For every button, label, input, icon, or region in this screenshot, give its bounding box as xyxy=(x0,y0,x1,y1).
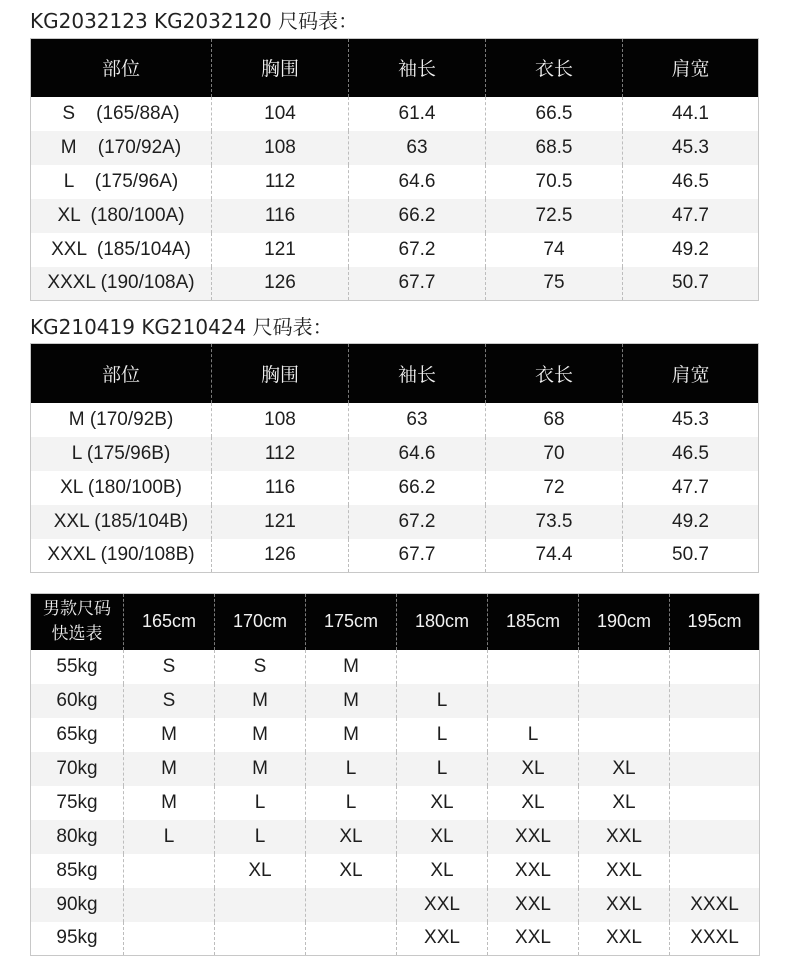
size-cell: XL xyxy=(579,786,670,820)
quick-size-selector-table xyxy=(30,593,760,956)
size-cell: M xyxy=(124,752,215,786)
table-cell: 67.7 xyxy=(349,539,486,573)
header-row xyxy=(31,594,760,650)
size-cell: S xyxy=(215,650,306,684)
size-cell: M xyxy=(306,650,397,684)
table-cell: 121 xyxy=(212,233,349,267)
size-cell: L xyxy=(488,718,579,752)
table-cell: L (175/96A) xyxy=(31,165,212,199)
table-cell: 47.7 xyxy=(623,471,759,505)
height-header-cell: 180cm xyxy=(397,594,488,650)
size-cell xyxy=(670,650,760,684)
table-cell: 50.7 xyxy=(623,267,759,301)
weight-cell: 55kg xyxy=(31,650,124,684)
table-row xyxy=(31,403,759,437)
size-cell: L xyxy=(397,718,488,752)
height-header-cell: 165cm xyxy=(124,594,215,650)
table-row xyxy=(31,922,760,956)
table-cell: 108 xyxy=(212,131,349,165)
size-cell xyxy=(488,650,579,684)
table-row xyxy=(31,752,760,786)
table-row xyxy=(31,233,759,267)
table-row xyxy=(31,199,759,233)
table-header xyxy=(31,344,759,403)
table-row xyxy=(31,718,760,752)
height-header-cell: 190cm xyxy=(579,594,670,650)
table-cell: 70.5 xyxy=(486,165,623,199)
table-row xyxy=(31,471,759,505)
weight-cell: 65kg xyxy=(31,718,124,752)
table-row xyxy=(31,437,759,471)
size-cell xyxy=(215,922,306,956)
size-cell xyxy=(306,922,397,956)
table-cell: 63 xyxy=(349,131,486,165)
table-cell: 72.5 xyxy=(486,199,623,233)
table-body xyxy=(31,97,759,301)
height-header-cell: 195cm xyxy=(670,594,760,650)
size-cell: XXL xyxy=(488,922,579,956)
size-cell: S xyxy=(124,650,215,684)
size-cell xyxy=(579,684,670,718)
header-cell: 衣长 xyxy=(486,344,623,403)
table-cell: 45.3 xyxy=(623,131,759,165)
size-cell: XXL xyxy=(579,854,670,888)
table-cell: 66.2 xyxy=(349,199,486,233)
table-row xyxy=(31,820,760,854)
header-cell: 胸围 xyxy=(212,39,349,97)
size-cell: XXL xyxy=(488,820,579,854)
header-cell: 部位 xyxy=(31,39,212,97)
size-cell: XL xyxy=(397,854,488,888)
size-cell: M xyxy=(306,684,397,718)
weight-cell: 70kg xyxy=(31,752,124,786)
table-cell: 116 xyxy=(212,199,349,233)
size-cell: XL xyxy=(579,752,670,786)
table-row xyxy=(31,267,759,301)
size-cell: XXXL xyxy=(670,922,760,956)
size-chart-table-2 xyxy=(30,343,759,573)
table-cell: 126 xyxy=(212,267,349,301)
weight-cell: 85kg xyxy=(31,854,124,888)
size-cell xyxy=(670,820,760,854)
size-cell: XXL xyxy=(488,888,579,922)
header-cell: 胸围 xyxy=(212,344,349,403)
table-cell: 67.2 xyxy=(349,505,486,539)
size-cell xyxy=(124,922,215,956)
table-cell: 104 xyxy=(212,97,349,131)
size-cell: XXL xyxy=(397,922,488,956)
table-cell: 67.2 xyxy=(349,233,486,267)
size-cell: L xyxy=(397,684,488,718)
size-cell: XL xyxy=(488,786,579,820)
table-body xyxy=(31,650,760,956)
header-row xyxy=(31,344,759,403)
header-cell: 部位 xyxy=(31,344,212,403)
size-cell: XL xyxy=(488,752,579,786)
table-cell: 67.7 xyxy=(349,267,486,301)
size-cell: L xyxy=(306,786,397,820)
size-cell: XL xyxy=(306,854,397,888)
corner-label-line-2: 快选表 xyxy=(51,623,103,644)
header-cell: 袖长 xyxy=(349,344,486,403)
size-cell: M xyxy=(306,718,397,752)
table-cell: 49.2 xyxy=(623,233,759,267)
weight-cell: 80kg xyxy=(31,820,124,854)
height-header-cell: 170cm xyxy=(215,594,306,650)
table-cell: 112 xyxy=(212,165,349,199)
table-cell: 49.2 xyxy=(623,505,759,539)
table-cell: 64.6 xyxy=(349,437,486,471)
table-row xyxy=(31,97,759,131)
table-row xyxy=(31,888,760,922)
table-header xyxy=(31,594,760,650)
table-cell: 75 xyxy=(486,267,623,301)
table-header xyxy=(31,39,759,97)
size-chart-title-2: KG210419 KG210424 尺码表： xyxy=(30,315,333,339)
table-cell: 116 xyxy=(212,471,349,505)
size-cell xyxy=(124,888,215,922)
size-cell: XXXL xyxy=(670,888,760,922)
size-cell: L xyxy=(124,820,215,854)
size-cell: XL xyxy=(397,820,488,854)
size-cell xyxy=(670,854,760,888)
table-cell: 66.5 xyxy=(486,97,623,131)
table-cell: 73.5 xyxy=(486,505,623,539)
size-cell xyxy=(579,718,670,752)
corner-header-cell xyxy=(31,594,124,650)
size-cell: L xyxy=(215,820,306,854)
table-cell: L (175/96B) xyxy=(31,437,212,471)
table-cell: 63 xyxy=(349,403,486,437)
size-cell: M xyxy=(215,684,306,718)
table-cell: XXL (185/104A) xyxy=(31,233,212,267)
table-cell: 46.5 xyxy=(623,165,759,199)
header-cell: 衣长 xyxy=(486,39,623,97)
table-cell: XXXL (190/108A) xyxy=(31,267,212,301)
table-row xyxy=(31,854,760,888)
table-cell: 108 xyxy=(212,403,349,437)
table-row xyxy=(31,131,759,165)
table-cell: 66.2 xyxy=(349,471,486,505)
table-row xyxy=(31,650,760,684)
size-cell xyxy=(670,718,760,752)
size-cell: XXL xyxy=(579,922,670,956)
header-cell: 肩宽 xyxy=(623,344,759,403)
size-cell: XXL xyxy=(397,888,488,922)
bottom-edge xyxy=(0,956,790,974)
size-cell: XXL xyxy=(579,888,670,922)
size-cell: XL xyxy=(397,786,488,820)
table-cell: 46.5 xyxy=(623,437,759,471)
size-chart-title-1: KG2032123 KG2032120 尺码表： xyxy=(30,9,359,33)
table-cell: M (170/92A) xyxy=(31,131,212,165)
table-cell: 50.7 xyxy=(623,539,759,573)
table-cell: XXL (185/104B) xyxy=(31,505,212,539)
size-cell xyxy=(670,752,760,786)
height-header-cell: 185cm xyxy=(488,594,579,650)
size-cell xyxy=(124,854,215,888)
size-cell: M xyxy=(124,786,215,820)
table-row xyxy=(31,165,759,199)
table-cell: 68.5 xyxy=(486,131,623,165)
weight-cell: 95kg xyxy=(31,922,124,956)
table-cell: 70 xyxy=(486,437,623,471)
weight-cell: 75kg xyxy=(31,786,124,820)
table-cell: 45.3 xyxy=(623,403,759,437)
table-cell: 121 xyxy=(212,505,349,539)
corner-label-line-1: 男款尺码 xyxy=(43,598,111,619)
size-cell xyxy=(397,650,488,684)
table-cell: 64.6 xyxy=(349,165,486,199)
table-cell: XXXL (190/108B) xyxy=(31,539,212,573)
table-cell: M (170/92B) xyxy=(31,403,212,437)
size-cell: M xyxy=(124,718,215,752)
table-row xyxy=(31,684,760,718)
table-cell: XL (180/100B) xyxy=(31,471,212,505)
height-header-cell: 175cm xyxy=(306,594,397,650)
table-row xyxy=(31,539,759,573)
weight-cell: 60kg xyxy=(31,684,124,718)
table-cell: XL (180/100A) xyxy=(31,199,212,233)
size-cell: XXL xyxy=(488,854,579,888)
table-cell: 72 xyxy=(486,471,623,505)
table-row xyxy=(31,786,760,820)
size-cell: M xyxy=(215,718,306,752)
size-cell: S xyxy=(124,684,215,718)
size-cell xyxy=(488,684,579,718)
size-cell: XL xyxy=(306,820,397,854)
table-cell: 47.7 xyxy=(623,199,759,233)
size-cell xyxy=(215,888,306,922)
table-cell: 112 xyxy=(212,437,349,471)
size-chart-table-1 xyxy=(30,38,759,301)
table-cell: 68 xyxy=(486,403,623,437)
size-cell xyxy=(306,888,397,922)
size-cell xyxy=(670,786,760,820)
table-cell: 126 xyxy=(212,539,349,573)
header-row xyxy=(31,39,759,97)
table-cell: 74.4 xyxy=(486,539,623,573)
table-cell: 61.4 xyxy=(349,97,486,131)
table-row xyxy=(31,505,759,539)
size-cell: L xyxy=(306,752,397,786)
weight-cell: 90kg xyxy=(31,888,124,922)
size-cell xyxy=(670,684,760,718)
size-cell: L xyxy=(397,752,488,786)
size-cell: L xyxy=(215,786,306,820)
table-body xyxy=(31,403,759,573)
header-cell: 袖长 xyxy=(349,39,486,97)
table-cell: S (165/88A) xyxy=(31,97,212,131)
size-cell: XXL xyxy=(579,820,670,854)
table-cell: 74 xyxy=(486,233,623,267)
size-cell xyxy=(579,650,670,684)
header-cell: 肩宽 xyxy=(623,39,759,97)
size-cell: M xyxy=(215,752,306,786)
size-cell: XL xyxy=(215,854,306,888)
table-cell: 44.1 xyxy=(623,97,759,131)
